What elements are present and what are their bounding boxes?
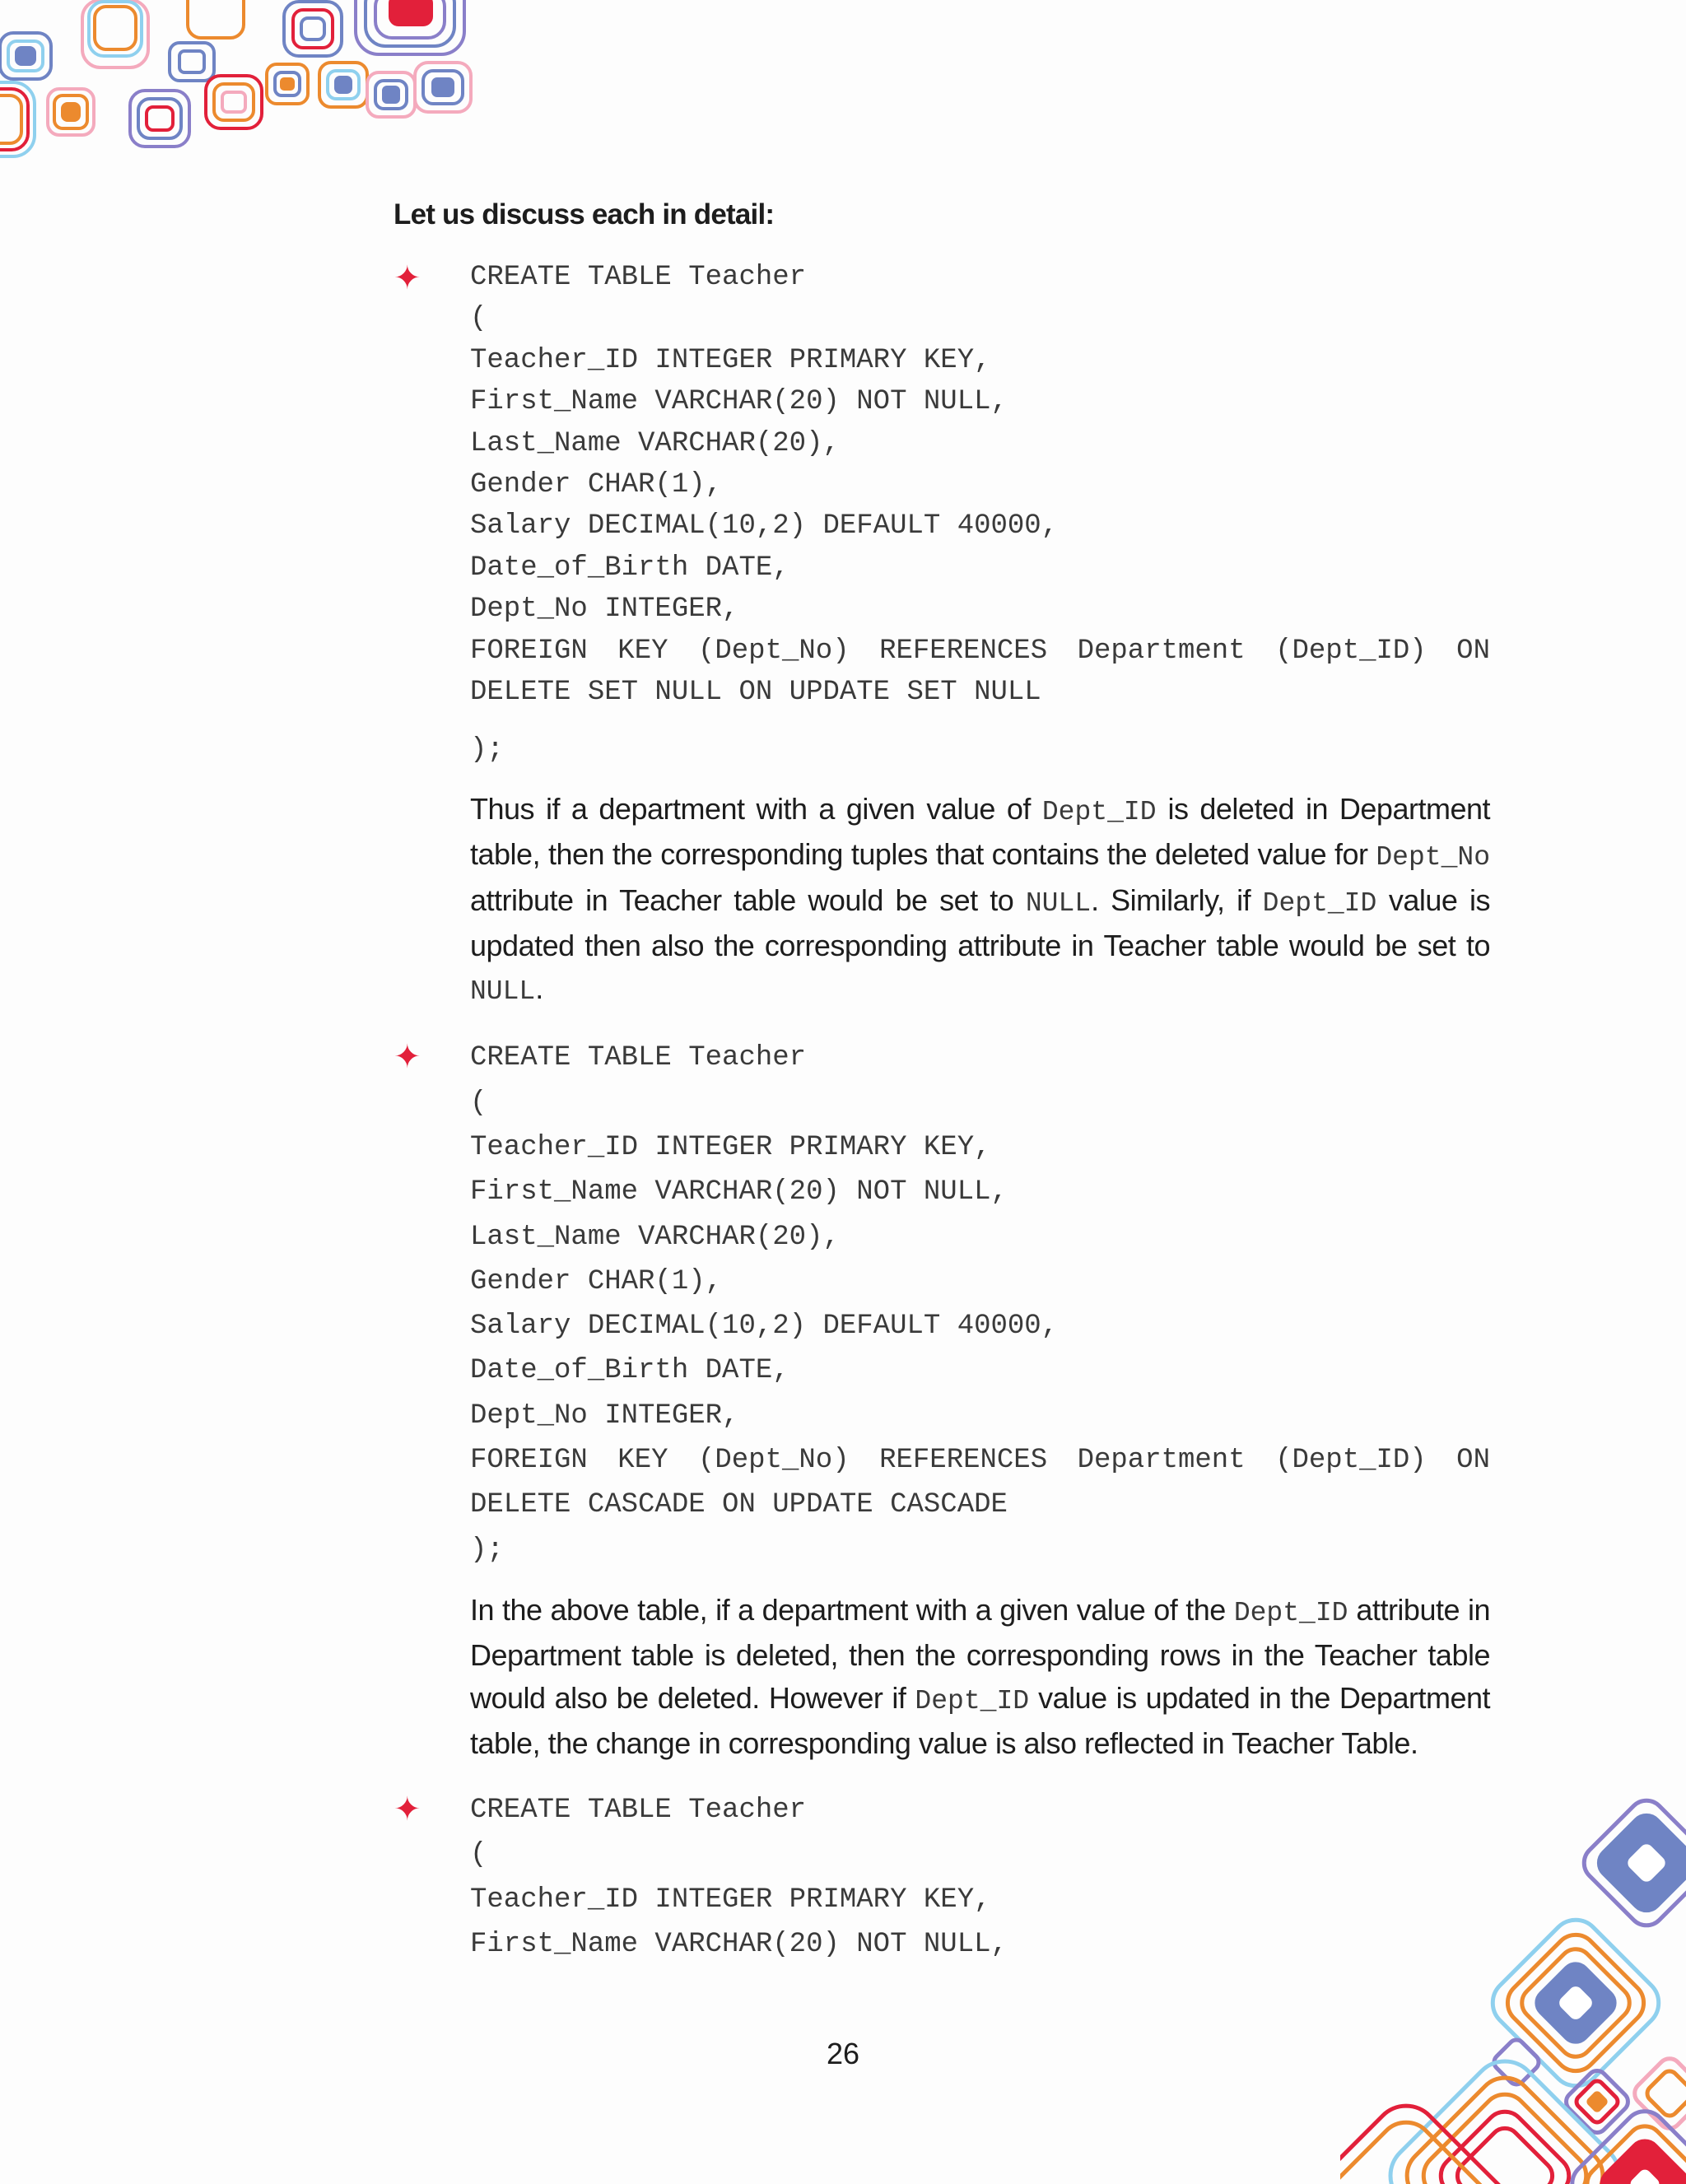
code-line: Teacher_ID INTEGER PRIMARY KEY, xyxy=(470,1131,991,1163)
code-block xyxy=(470,257,1490,771)
code-line: ); xyxy=(470,1534,504,1566)
code-line: Last_Name VARCHAR(20), xyxy=(470,427,840,459)
code-line: Date_of_Birth DATE, xyxy=(470,552,789,584)
code-line: ); xyxy=(470,734,504,766)
code-line: Dept_No INTEGER, xyxy=(470,1399,739,1432)
code-line: CREATE TABLE Teacher xyxy=(470,1794,807,1826)
code-line: Last_Name VARCHAR(20), xyxy=(470,1221,840,1253)
inline-code: Dept_ID xyxy=(915,1685,1030,1716)
inline-code: NULL xyxy=(470,976,536,1007)
section-heading: Let us discuss each in detail: xyxy=(394,198,775,231)
code-line: First_Name VARCHAR(20) NOT NULL, xyxy=(470,1176,1008,1208)
inline-code: Dept_ID xyxy=(1262,887,1377,919)
decorative-pattern-top-left xyxy=(0,0,477,165)
code-line: Salary DECIMAL(10,2) DEFAULT 40000, xyxy=(470,1311,1059,1343)
code-line: Teacher_ID INTEGER PRIMARY KEY, xyxy=(470,344,991,376)
code-line: CREATE TABLE Teacher xyxy=(470,1042,807,1074)
code-line: ( xyxy=(470,1087,487,1119)
code-line: Dept_No INTEGER, xyxy=(470,594,739,626)
bullet-star-icon: ✦ xyxy=(394,1039,422,1076)
code-line: FOREIGN KEY (Dept_No) REFERENCES Department (Dept_ID) ON xyxy=(470,635,1490,667)
code-line: CREATE TABLE Teacher xyxy=(470,262,807,293)
code-line: DELETE CASCADE ON UPDATE CASCADE xyxy=(470,1489,1008,1521)
inline-code: Dept_No xyxy=(1376,842,1490,873)
code-line: Date_of_Birth DATE, xyxy=(470,1355,789,1387)
description-paragraph: Thus if a department with a given value of Dept_ID is deleted in Department table, then the corresponding tuples that contains the deleted value for Dept_No attribute in Teacher table would be set to NULL. Similarly, if Dept_ID value is updated then also the corresponding attribute in Teacher table would be set to NULL. xyxy=(470,791,1490,1007)
bullet-star-icon: ✦ xyxy=(394,260,422,296)
code-line: FOREIGN KEY (Dept_No) REFERENCES Department (Dept_ID) ON xyxy=(470,1445,1490,1477)
description-paragraph: In the above table, if a department with a given value of the Dept_ID attribute in Department table is deleted, then the corresponding rows in the Teacher table would also be deleted. However if Dept_ID value is updated in the Department table, the change in corresponding value is also reflected in Teacher Table. xyxy=(470,1592,1490,1761)
code-line: DELETE SET NULL ON UPDATE SET NULL xyxy=(470,677,1041,709)
code-line: First_Name VARCHAR(20) NOT NULL, xyxy=(470,1928,1008,1960)
list-item xyxy=(394,257,1490,1013)
code-line: Gender CHAR(1), xyxy=(470,1265,723,1297)
code-line: Gender CHAR(1), xyxy=(470,469,723,501)
list-item xyxy=(394,1788,1490,1967)
code-line: Teacher_ID INTEGER PRIMARY KEY, xyxy=(470,1884,991,1916)
code-line: First_Name VARCHAR(20) NOT NULL, xyxy=(470,386,1008,418)
code-line: ( xyxy=(470,1839,487,1871)
code-line: ( xyxy=(470,303,487,335)
code-line: Salary DECIMAL(10,2) DEFAULT 40000, xyxy=(470,510,1059,543)
inline-code: NULL xyxy=(1025,887,1092,919)
code-block xyxy=(470,1036,1490,1572)
inline-code: Dept_ID xyxy=(1233,1597,1348,1628)
inline-code: Dept_ID xyxy=(1041,796,1157,827)
list-item xyxy=(394,1036,1490,1765)
bullet-star-icon: ✦ xyxy=(394,1791,422,1828)
code-block xyxy=(470,1788,1490,1967)
page-content xyxy=(394,189,1490,1967)
page-number: 26 xyxy=(826,2037,860,2070)
